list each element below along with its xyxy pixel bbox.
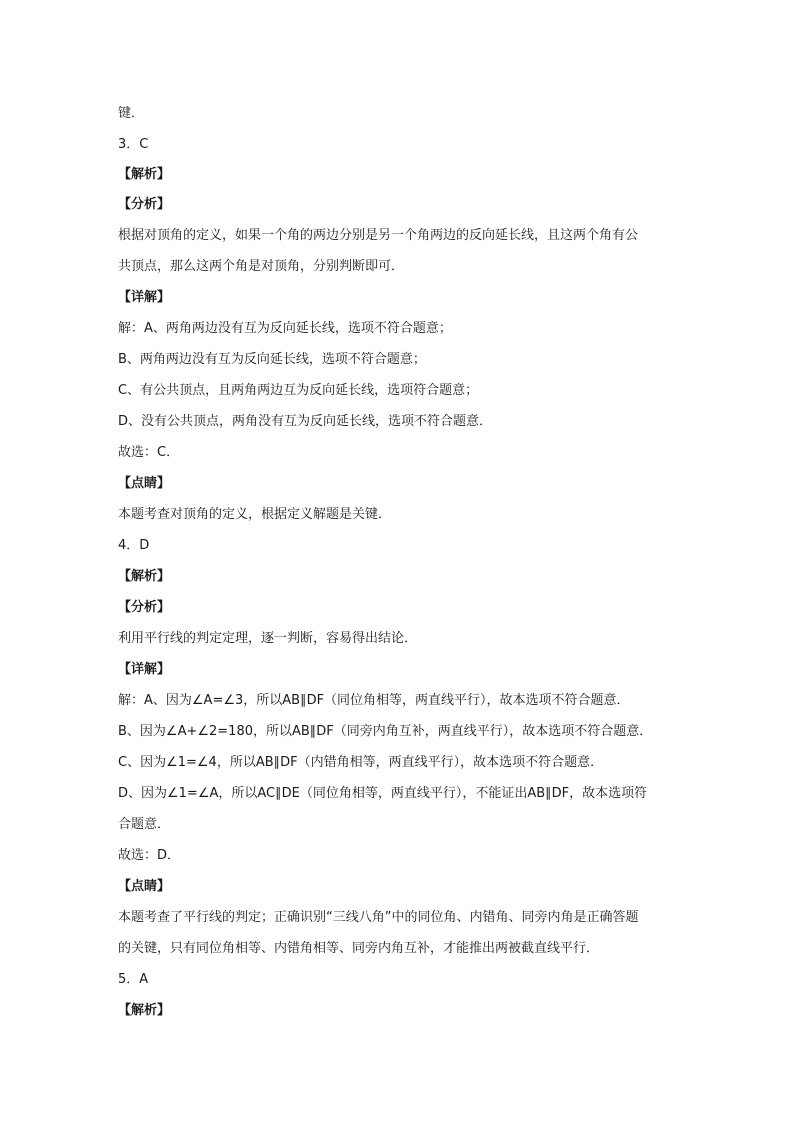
text-line: 利用平行线的判定定理，逐一判断，容易得出结论． xyxy=(118,631,418,646)
text-line: 根据对顶角的定义，如果一个角的两边分别是另一个角两边的反向延长线，且这两个角有公 xyxy=(118,228,639,243)
text-line: 解：A、两角两边没有互为反向延长线，选项不符合题意； xyxy=(118,321,452,336)
text-line: 本题考查了平行线的判定；正确识别“三线八角”中的同位角、内错角、同旁内角是正确答题 xyxy=(118,910,639,925)
section-tag-fenxi: 【分析】 xyxy=(118,600,171,615)
answer-number: 5．A xyxy=(118,972,149,987)
text-line: B、因为∠A+∠2=180，所以AB∥DF（同旁内角互补，两直线平行），故本选项不符合题意． xyxy=(118,724,653,739)
answer-number: 3．C xyxy=(118,137,149,152)
text-line: 共顶点，那么这两个角是对顶角，分别判断即可． xyxy=(118,259,405,274)
text-line: C、有公共顶点，且两角两边互为反向延长线，选项符合题意； xyxy=(118,383,479,398)
section-tag-detail: 【详解】 xyxy=(118,290,171,305)
text-line: 的关键，只有同位角相等、内错角相等、同旁内角互补，才能推出两被截直线平行． xyxy=(118,941,600,956)
text-line: 解：A、因为∠A=∠3，所以AB∥DF（同位角相等，两直线平行），故本选项不符合题意． xyxy=(118,693,630,708)
section-tag-comment: 【点睛】 xyxy=(118,476,171,491)
text-line: D、没有公共顶点，两角没有互为反向延长线，选项不符合题意． xyxy=(118,414,493,429)
text-line: C、因为∠1=∠4，所以AB∥DF（内错角相等，两直线平行），故本选项不符合题意． xyxy=(118,755,604,770)
section-tag-fenxi: 【分析】 xyxy=(118,197,171,212)
section-tag-detail: 【详解】 xyxy=(118,662,171,677)
text-line: 本题考查对顶角的定义，根据定义解题是关键． xyxy=(118,507,392,522)
section-tag-comment: 【点睛】 xyxy=(118,879,171,894)
text-line: 键． xyxy=(118,106,145,121)
text-line: 故选：C． xyxy=(118,445,180,460)
text-line: 故选：D． xyxy=(118,848,181,863)
section-tag-analysis: 【解析】 xyxy=(118,1003,171,1018)
answer-number: 4．D xyxy=(118,538,150,553)
text-line: B、两角两边没有互为反向延长线，选项不符合题意； xyxy=(118,352,426,367)
section-tag-analysis: 【解析】 xyxy=(118,167,171,182)
section-tag-analysis: 【解析】 xyxy=(118,569,171,584)
text-line: D、因为∠1=∠A，所以AC∥DE（同位角相等，两直线平行），不能证出AB∥DF，故本选项符 xyxy=(118,786,648,801)
text-line: 合题意． xyxy=(118,817,171,832)
